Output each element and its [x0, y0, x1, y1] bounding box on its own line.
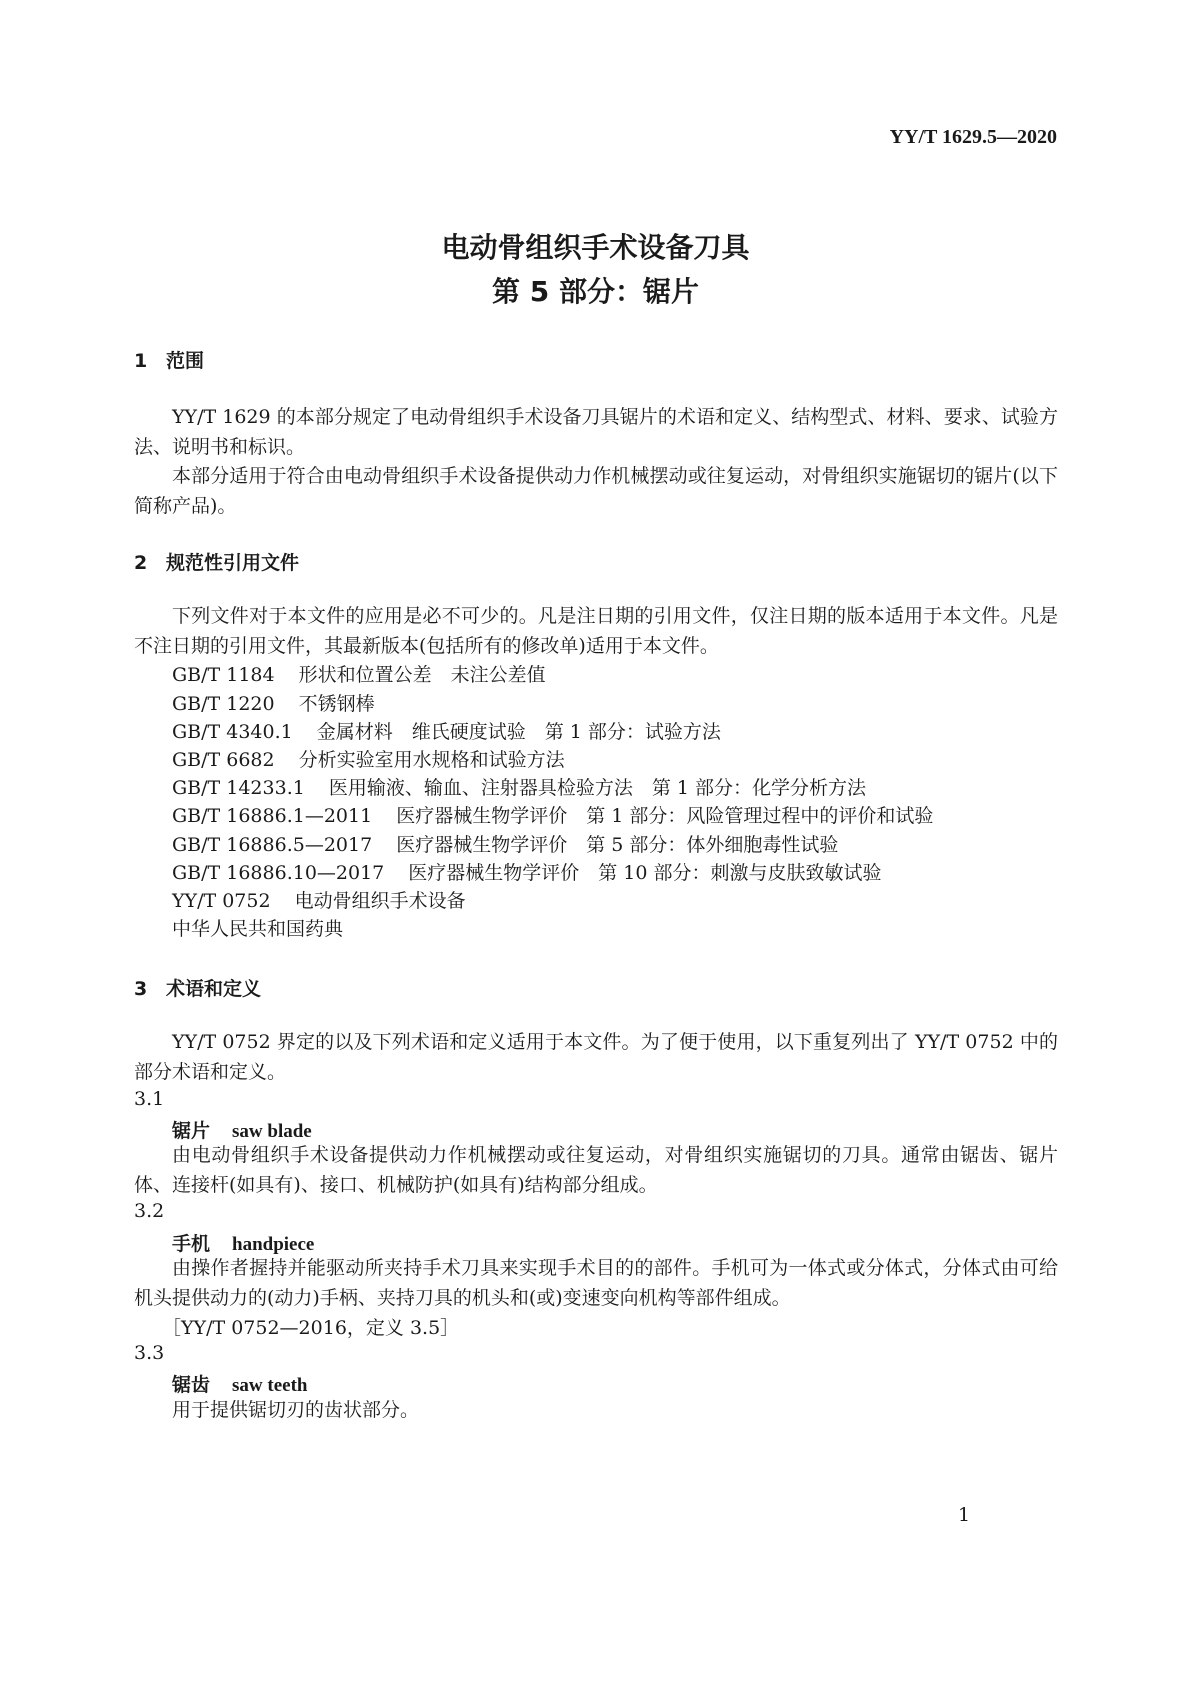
reference-item: [172, 830, 838, 857]
term-heading: [172, 1116, 312, 1143]
reference-code: GB/T 1220: [172, 693, 275, 715]
term-definition: 用于提供锯切刃的齿状部分。: [172, 1399, 420, 1421]
section-title: 范围: [166, 350, 205, 372]
clause-number: 3.2: [134, 1200, 165, 1222]
term-source: ［YY/T 0752—2016，定义 3.5］: [162, 1317, 460, 1339]
reference-code: GB/T 6682: [172, 749, 275, 771]
reference-code: GB/T 16886.1—2011: [172, 805, 373, 827]
section-title: 术语和定义: [166, 978, 262, 1000]
reference-code: GB/T 16886.5—2017: [172, 834, 373, 856]
reference-title: 电动骨组织手术设备: [294, 890, 466, 912]
term-definition: 由电动骨组织手术设备提供动力作机械摆动或往复运动，对骨组织实施锯切的刀具。通常由锯齿、锯片体、连接杆(如具有)、接口、机械防护(如具有)结构部分组成。: [134, 1144, 1058, 1196]
term-heading: [172, 1229, 314, 1256]
section-number: 2: [134, 552, 148, 574]
section-1-paragraph: 本部分适用于符合由电动骨组织手术设备提供动力作机械摆动或往复运动，对骨组织实施锯切的锯片(以下简称产品)。: [134, 465, 1058, 517]
section-3-intro: YY/T 0752 界定的以及下列术语和定义适用于本文件。为了便于使用，以下重复列出了 YY/T 0752 中的部分术语和定义。: [134, 1031, 1058, 1083]
reference-title: 医疗器械生物学评价 第 10 部分：刺激与皮肤致敏试验: [408, 862, 882, 884]
section-2-intro: 下列文件对于本文件的应用是必不可少的。凡是注日期的引用文件，仅注日期的版本适用于本文件。凡是不注日期的引用文件，其最新版本(包括所有的修改单)适用于本文件。: [134, 605, 1058, 657]
term-definition: 由操作者握持并能驱动所夹持手术刀具来实现手术目的的部件。手机可为一体式或分体式，分体式由可给机头提供动力的(动力)手柄、夹持刀具的机头和(或)变速变向机构等部件组成。: [134, 1257, 1058, 1309]
reference-item: [172, 717, 721, 744]
reference-item: [172, 858, 882, 885]
section-1-heading: [134, 346, 204, 373]
reference-code: GB/T 16886.10—2017: [172, 862, 385, 884]
term-english: handpiece: [232, 1234, 315, 1255]
page-number: 1: [958, 1504, 971, 1526]
reference-item: [172, 914, 343, 941]
reference-item: [172, 886, 466, 913]
reference-title: 中华人民共和国药典: [172, 918, 344, 940]
term-chinese: 锯片: [172, 1120, 211, 1142]
reference-title: 医疗器械生物学评价 第 5 部分：体外细胞毒性试验: [396, 834, 839, 856]
document-subtitle: 第 5 部分：锯片: [492, 275, 699, 308]
reference-title: 形状和位置公差 未注公差值: [298, 664, 546, 686]
term-english: saw blade: [232, 1121, 312, 1142]
section-2-heading: [134, 548, 299, 575]
section-3-heading: [134, 974, 261, 1001]
reference-title: 不锈钢棒: [298, 693, 375, 715]
reference-code: GB/T 4340.1: [172, 721, 293, 743]
section-title: 规范性引用文件: [166, 552, 300, 574]
reference-item: [172, 773, 866, 800]
term-chinese: 锯齿: [172, 1374, 211, 1396]
reference-title: 医用输液、输血、注射器具检验方法 第 1 部分：化学分析方法: [328, 777, 866, 799]
clause-number: 3.1: [134, 1088, 165, 1110]
reference-title: 金属材料 维氏硬度试验 第 1 部分：试验方法: [316, 721, 721, 743]
reference-item: [172, 745, 565, 772]
section-number: 3: [134, 978, 148, 1000]
document-title: 电动骨组织手术设备刀具: [441, 231, 750, 264]
term-english: saw teeth: [232, 1375, 308, 1396]
reference-item: [172, 660, 546, 687]
reference-item: [172, 801, 933, 828]
reference-code: GB/T 14233.1: [172, 777, 305, 799]
reference-code: GB/T 1184: [172, 664, 275, 686]
term-heading: [172, 1370, 307, 1397]
term-chinese: 手机: [172, 1233, 211, 1255]
section-number: 1: [134, 350, 148, 372]
reference-title: 医疗器械生物学评价 第 1 部分：风险管理过程中的评价和试验: [396, 805, 934, 827]
reference-title: 分析实验室用水规格和试验方法: [298, 749, 565, 771]
reference-code: YY/T 0752: [172, 890, 271, 912]
clause-number: 3.3: [134, 1342, 165, 1364]
standard-code: YY/T 1629.5—2020: [889, 126, 1057, 148]
section-1-paragraph: YY/T 1629 的本部分规定了电动骨组织手术设备刀具锯片的术语和定义、结构型式、材料、要求、试验方法、说明书和标识。: [134, 406, 1058, 458]
reference-item: [172, 689, 375, 716]
